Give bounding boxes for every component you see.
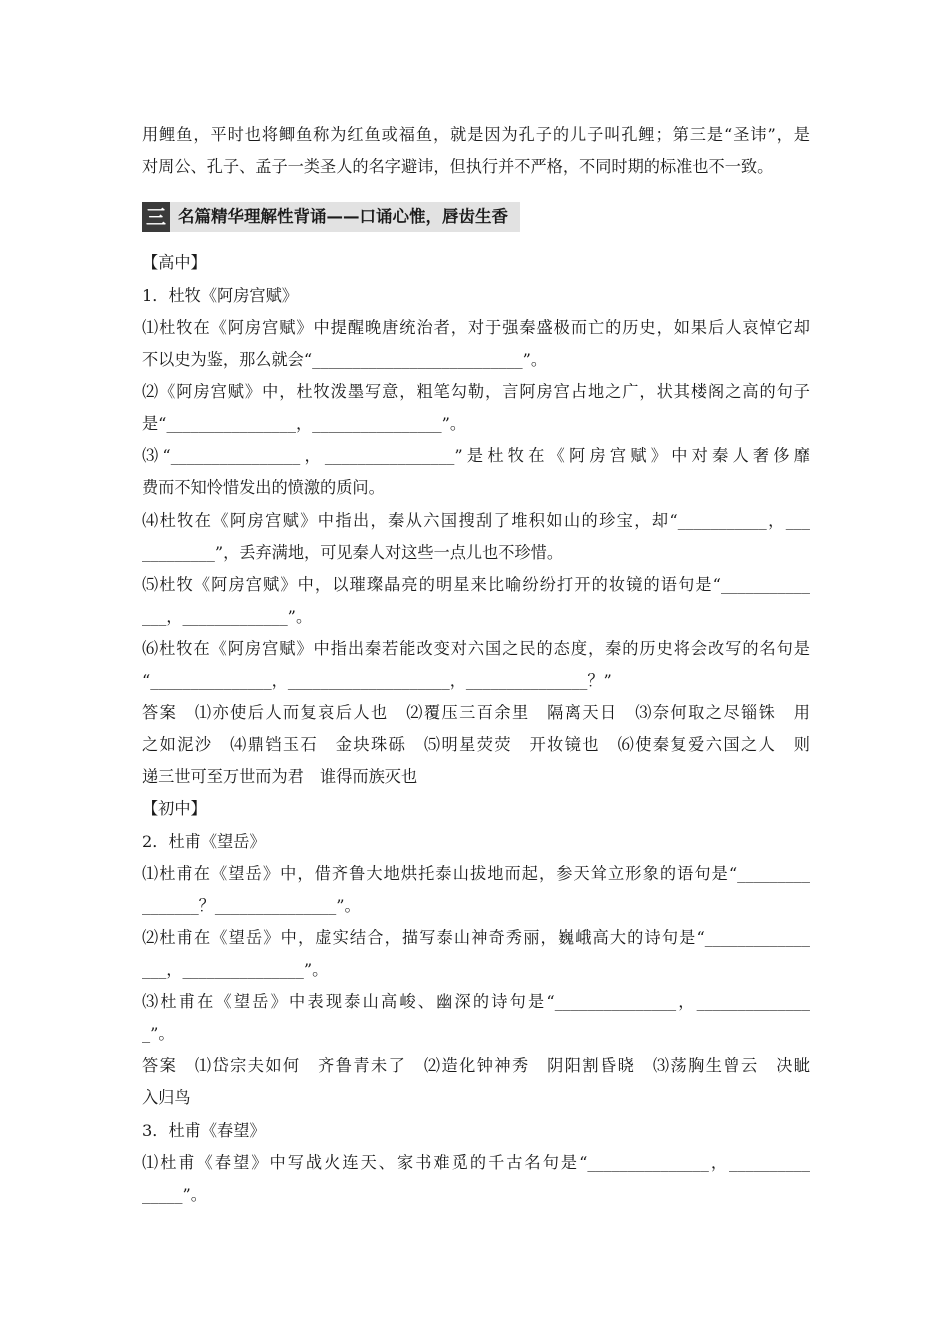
question-line: ⑵杜甫在《望岳》中，虚实结合，描写泰山神奇秀丽，巍峨高大的诗句是“_____________ xyxy=(142,928,810,947)
question-line: ⑶“________________，________________”是杜牧在《阿房宫赋》中对秦人奢侈靡 xyxy=(142,446,810,465)
question-line: _______？_______________”。 xyxy=(142,896,361,915)
question-line: ⑴杜甫在《望岳》中，借齐鲁大地烘托泰山拔地而起，参天耸立形象的语句是“_________ xyxy=(142,864,810,883)
answer-line: 答案 ⑴岱宗夫如何 齐鲁青未了 ⑵造化钟神秀 阴阳割昏晓 ⑶荡胸生曾云 决眦 xyxy=(142,1056,810,1075)
question-line: ⑴杜牧在《阿房宫赋》中提醒晚唐统治者，对于强秦盛极而亡的历史，如果后人哀悼它却 xyxy=(142,318,810,337)
question-line: “_______________，____________________，_______________？” xyxy=(142,671,612,690)
question-line: 不以史为鉴，那么就会“__________________________”。 xyxy=(142,350,548,369)
section-number: 三 xyxy=(142,202,170,232)
intro-line: 用鲤鱼，平时也将鲫鱼称为红鱼或福鱼，就是因为孔子的儿子叫孔鲤；第三是“圣讳”，是 xyxy=(142,125,810,144)
question-line: 是“________________，________________”。 xyxy=(142,414,467,433)
answer-line: 入归鸟 xyxy=(142,1088,191,1107)
section-title: 名篇精华理解性背诵——口诵心惟，唇齿生香 xyxy=(178,207,508,226)
question-line: _____”。 xyxy=(142,1185,207,1204)
level-heading-middle: 【初中】 xyxy=(142,799,207,818)
section-banner xyxy=(142,202,520,232)
answer-line: 递三世可至万世而为君 谁得而族灭也 xyxy=(142,767,418,786)
item-title: 3．杜甫《春望》 xyxy=(142,1121,266,1140)
item-title: 2．杜甫《望岳》 xyxy=(142,832,266,851)
question-line: ⑹杜牧在《阿房宫赋》中指出秦若能改变对六国之民的态度，秦的历史将会改写的名句是 xyxy=(142,639,810,658)
question-line: ⑸杜牧《阿房宫赋》中，以璀璨晶亮的明星来比喻纷纷打开的妆镜的语句是“___________ xyxy=(142,575,810,594)
question-line: ⑵《阿房宫赋》中，杜牧泼墨写意，粗笔勾勒，言阿房宫占地之广，状其楼阁之高的句子 xyxy=(142,382,810,401)
level-heading-high: 【高中】 xyxy=(142,253,207,272)
question-line: ⑴杜甫《春望》中写战火连天、家书难觅的千古名句是“_______________，__________ xyxy=(142,1153,810,1172)
question-line: ⑶杜甫在《望岳》中表现泰山高峻、幽深的诗句是“_______________，______________ xyxy=(142,992,810,1011)
item-title: 1．杜牧《阿房宫赋》 xyxy=(142,286,298,305)
question-line: _________”，丢弃满地，可见秦人对这些一点儿也不珍惜。 xyxy=(142,543,564,562)
answer-line: 答案 ⑴亦使后人而复哀后人也 ⑵覆压三百余里 隔离天日 ⑶奈何取之尽锱铢 用 xyxy=(142,703,810,722)
question-line: 费而不知怜惜发出的愤激的质问。 xyxy=(142,478,385,497)
question-line: _”。 xyxy=(142,1024,175,1043)
intro-line: 对周公、孔子、孟子一类圣人的名字避讳，但执行并不严格，不同时期的标准也不一致。 xyxy=(142,157,774,176)
question-line: ___，_______________”。 xyxy=(142,960,329,979)
question-line: ___，_____________”。 xyxy=(142,607,313,626)
question-line: ⑷杜牧在《阿房宫赋》中指出，秦从六国搜刮了堆积如山的珍宝，却“___________，___ xyxy=(142,511,810,530)
answer-line: 之如泥沙 ⑷鼎铛玉石 金块珠砾 ⑸明星荧荧 开妆镜也 ⑹使秦复爱六国之人 则 xyxy=(142,735,810,754)
